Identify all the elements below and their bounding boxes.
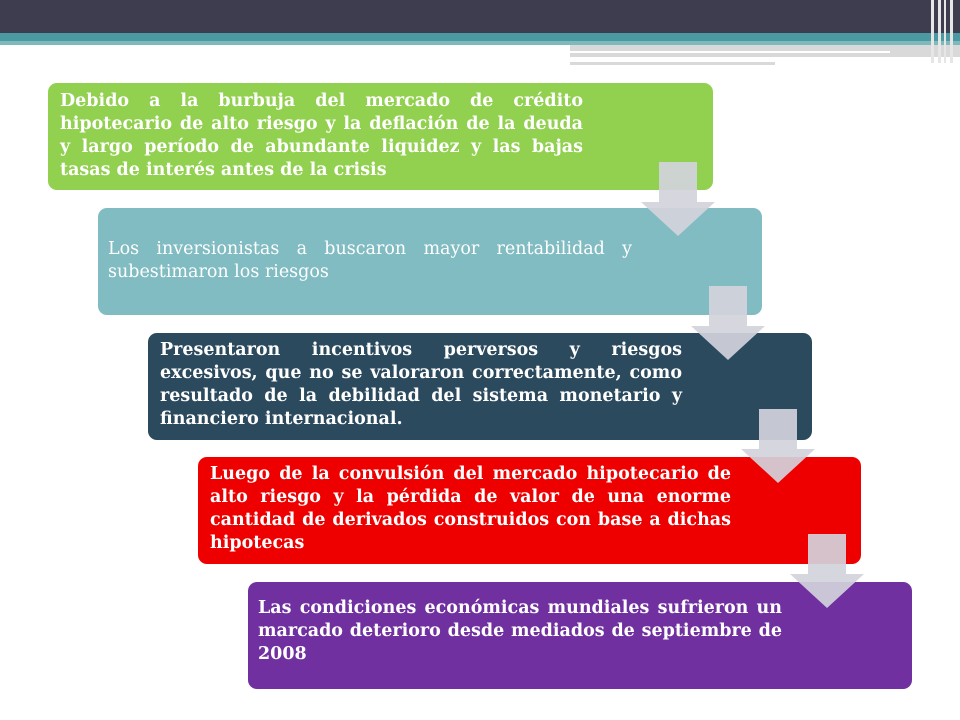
header-accent-bar bbox=[0, 33, 960, 41]
down-arrow-icon bbox=[691, 286, 765, 360]
decorative-stripe bbox=[570, 62, 775, 65]
header-bar bbox=[0, 0, 960, 33]
decorative-line bbox=[944, 0, 946, 63]
decorative-line bbox=[938, 0, 941, 63]
step-text-1: Debido a la burbuja del mercado de crédito hipotecario de alto riesgo y la deflación de la deuda y largo período de abundante liquidez y las bajas tasas de interés antes de la crisis bbox=[60, 91, 583, 180]
decorative-line bbox=[950, 0, 953, 63]
step-text-4: Luego de la convulsión del mercado hipotecario de alto riesgo y la pérdida de valor de una enorme cantidad de derivados construidos con base a dichas hipotecas bbox=[210, 464, 731, 553]
step-text-5: Las condiciones económicas mundiales sufrieron un marcado deterioro desde mediados de septiembre de 2008 bbox=[258, 598, 782, 664]
step-box-1 bbox=[48, 83, 713, 190]
down-arrow-icon bbox=[641, 162, 715, 236]
step-text-2: Los inversionistas a buscaron mayor rentabilidad y subestimaron los riesgos bbox=[108, 239, 632, 282]
decorative-stripe bbox=[570, 51, 890, 53]
step-text-3: Presentaron incentivos perversos y riesgos excesivos, que no se valoraron correctamente, como resultado de la debilidad del sistema monetario y financiero internacional. bbox=[160, 340, 682, 429]
down-arrow-icon bbox=[741, 409, 815, 483]
down-arrow-icon bbox=[790, 534, 864, 608]
decorative-line bbox=[931, 0, 934, 63]
